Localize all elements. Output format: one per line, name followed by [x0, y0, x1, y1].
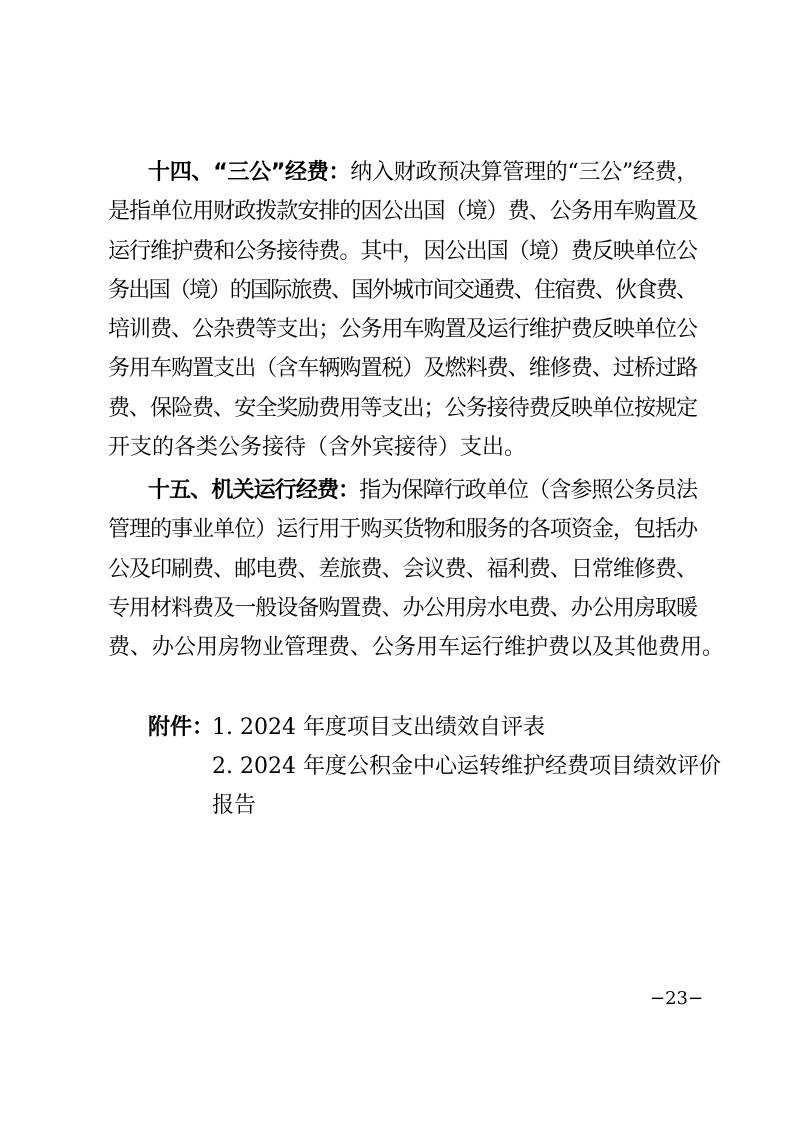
section-15-text-line: 费、办公用房物业管理费、公务用车运行维护费以及其他费用。: [108, 635, 725, 661]
section-14-text-line: 培训费、公杂费等支出；公务用车购置及运行维护费反映单位公: [108, 317, 698, 343]
attachment-item-1: 1. 2024 年度项目支出绩效自评表: [212, 715, 545, 740]
section-14-text-line: 费、保险费、安全奖励费用等支出；公务接待费反映单位按规定: [108, 395, 698, 421]
section-14-text-line: 务出国（境）的国际旅费、国外城市间交通费、住宿费、伙食费、: [108, 277, 697, 303]
section-14-text-line: 务用车购置支出（含车辆购置税）及燃料费、维修费、过桥过路: [108, 356, 698, 382]
section-15-text-line: 指为保障行政单位（含参照公务员法: [359, 478, 698, 503]
page-number: −23−: [650, 988, 704, 1009]
attachments-label: 附件：: [148, 715, 215, 740]
section-15-first-line: [108, 471, 698, 510]
section-15-text-line: 管理的事业单位）运行用于购买货物和服务的各项资金，包括办: [108, 517, 698, 543]
section-15-heading: 十五、机关运行经费：: [148, 478, 360, 503]
section-14-first-line: [108, 153, 698, 192]
section-14-text-line: 是指单位用财政拨款安排的因公出国（境）费、公务用车购置及: [108, 199, 698, 225]
attachment-item-2-continued: 报告: [212, 793, 257, 818]
section-14-text-line: 纳入财政预决算管理的“三公”经费，: [350, 160, 699, 185]
section-14-text-line: 运行维护费和公务接待费。其中，因公出国（境）费反映单位公: [108, 238, 698, 264]
section-15-paragraph: [108, 471, 725, 667]
section-15-text-line: 公及印刷费、邮电费、差旅费、会议费、福利费、日常维修费、: [108, 556, 698, 582]
section-14-text-line: 开支的各类公务接待（含外宾接待）支出。: [108, 435, 527, 461]
attachment-item-2: 2. 2024 年度公积金中心运转维护经费项目绩效评价: [212, 754, 721, 779]
section-14-paragraph: [108, 153, 698, 467]
section-14-heading: 十四、“三公”经费：: [148, 160, 351, 185]
section-15-text-line: 专用材料费及一般设备购置费、办公用房水电费、办公用房取暖: [108, 595, 698, 621]
